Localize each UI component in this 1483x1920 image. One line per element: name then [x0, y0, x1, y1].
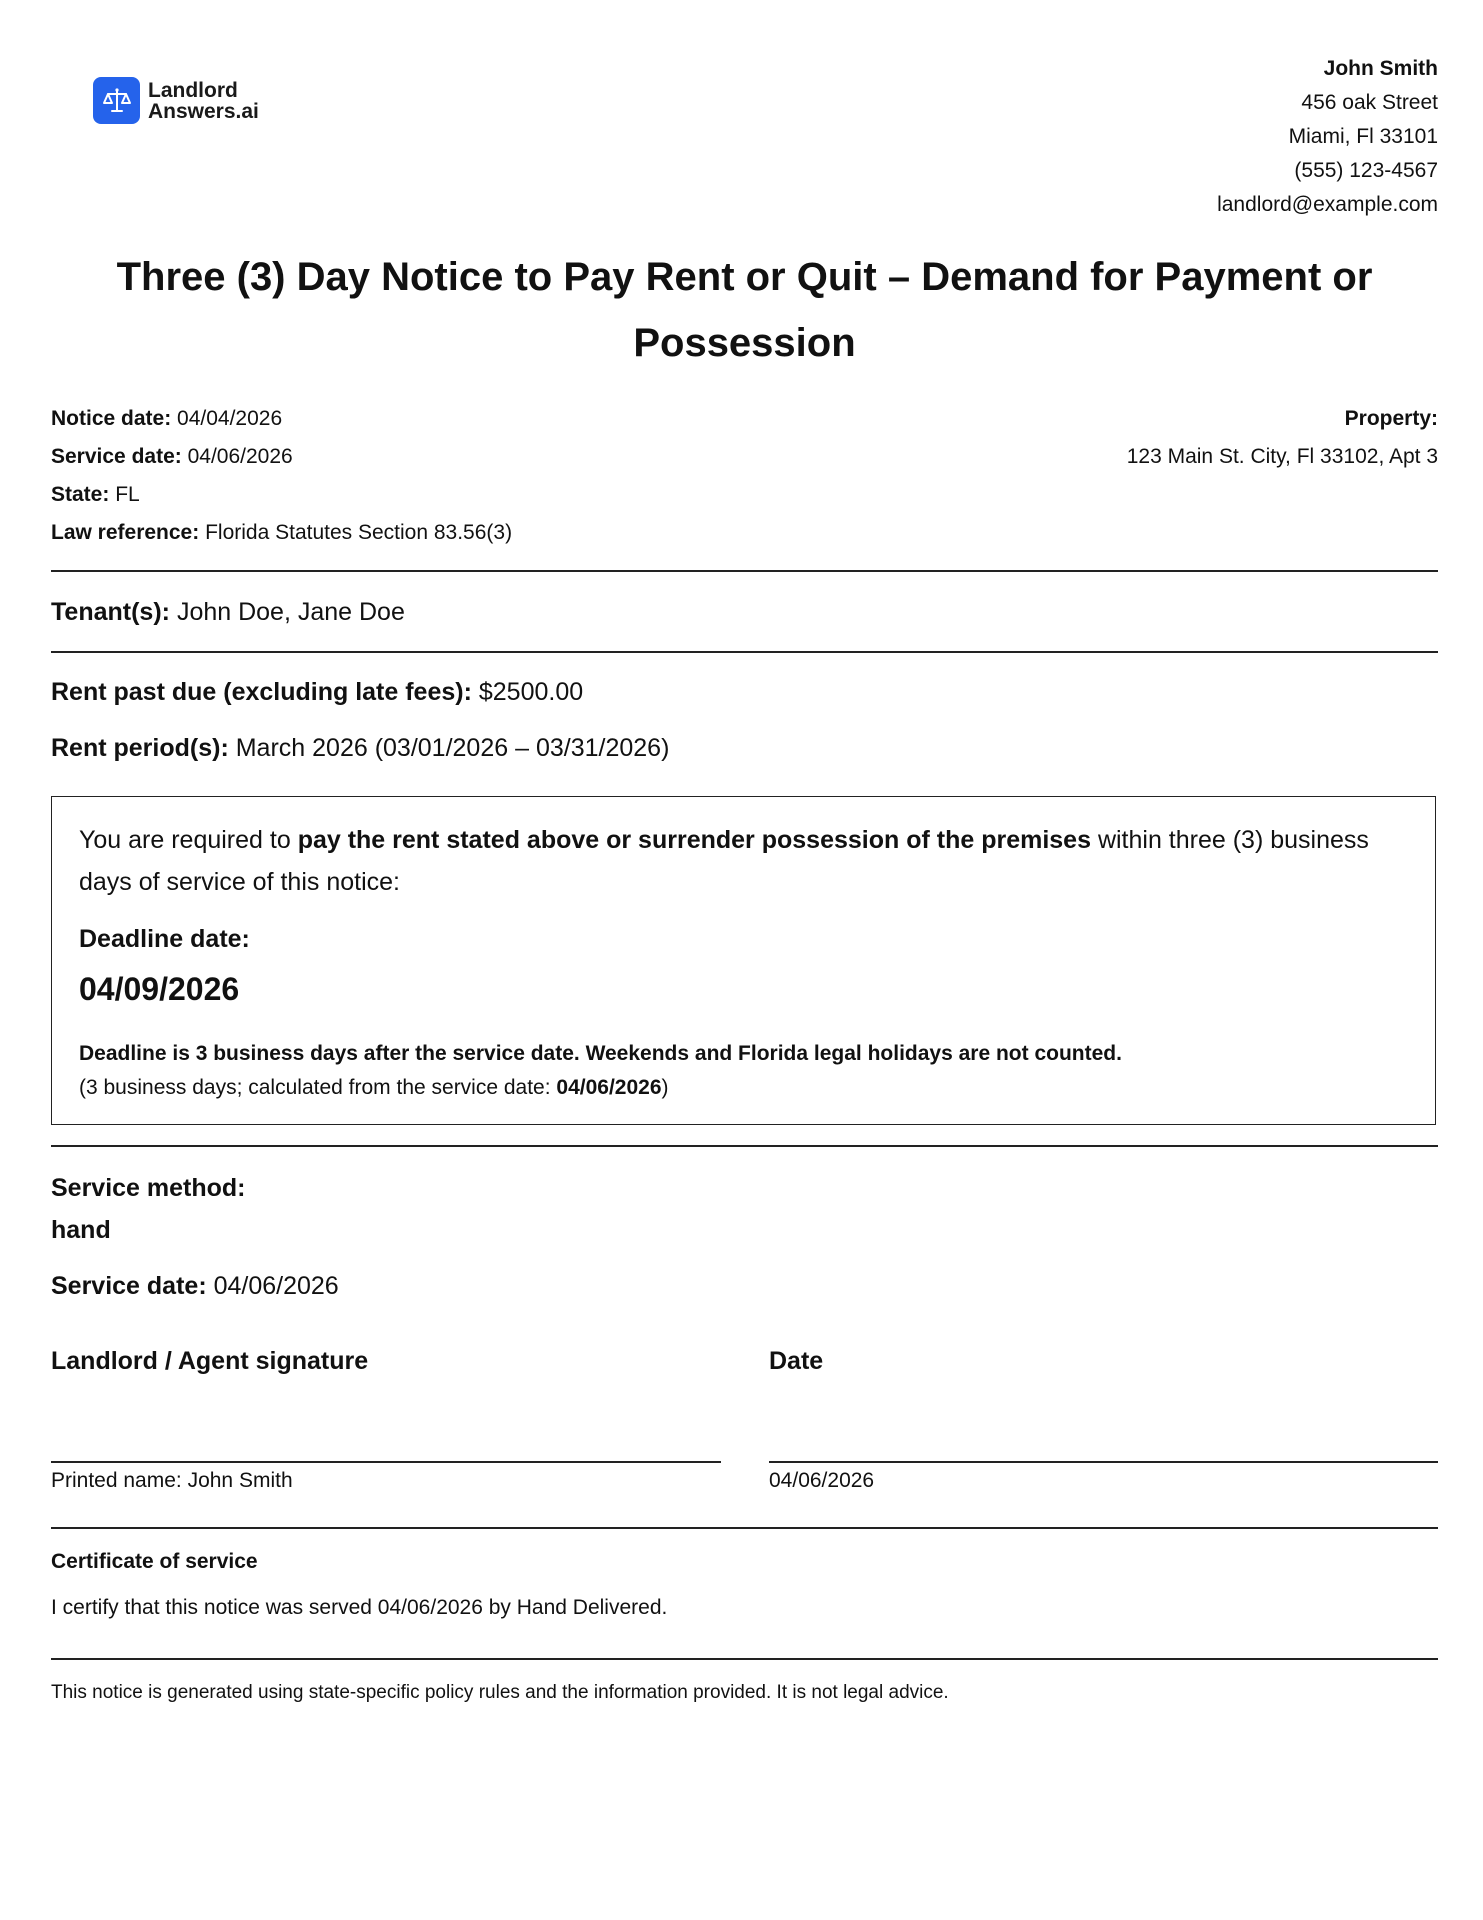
- deadline-rule: Deadline is 3 business days after the service date. Weekends and Florida legal holidays are not counted.: [79, 1042, 1122, 1065]
- calculation-date: 04/06/2026: [556, 1076, 662, 1099]
- divider: [51, 1658, 1438, 1660]
- deadline-label: Deadline date:: [79, 925, 250, 953]
- demand-statement: [79, 819, 1419, 903]
- rent-period-label: Rent period(s):: [51, 734, 229, 762]
- notice-document: [51, 0, 1438, 1920]
- demand-intro-end: within three (3) business days of service of this notice:: [79, 826, 1369, 896]
- notice-date-label: Notice date:: [51, 407, 172, 430]
- state-row: [51, 476, 512, 514]
- disclaimer: This notice is generated using state-specific policy rules and the information provided. It is not legal advice.: [51, 1682, 949, 1703]
- landlord-name: John Smith: [1323, 57, 1438, 80]
- brand-name-line2: Answers.ai: [148, 99, 259, 123]
- landlord-phone: (555) 123-4567: [1294, 159, 1438, 182]
- landlord-city: Miami, Fl 33101: [1288, 125, 1438, 148]
- property-label: Property:: [1344, 407, 1438, 430]
- service-date-label-lower: Service date:: [51, 1272, 207, 1300]
- date-label: Date: [769, 1347, 824, 1375]
- tenants-value: John Doe, Jane Doe: [176, 598, 405, 626]
- service-date-value-lower: 04/06/2026: [213, 1272, 339, 1300]
- date-line: [769, 1461, 1438, 1463]
- landlord-contact: [1217, 52, 1438, 222]
- page-title: Three (3) Day Notice to Pay Rent or Quit – Demand for Payment or Possession: [116, 255, 1373, 365]
- deadline-calculation: [79, 1074, 669, 1102]
- landlord-street: 456 oak Street: [1301, 91, 1438, 114]
- notice-date-row: [51, 400, 512, 438]
- demand-emphasis: pay the rent stated above or surrender possession of the premises: [297, 826, 1091, 854]
- law-reference-row: [51, 514, 512, 552]
- scales-icon: [93, 77, 140, 124]
- tenants-row: [51, 596, 405, 628]
- signature-label: Landlord / Agent signature: [51, 1347, 369, 1375]
- divider: [51, 1145, 1438, 1147]
- divider: [51, 570, 1438, 572]
- property-block: [1127, 400, 1438, 476]
- service-date-row: [51, 438, 512, 476]
- printed-name: Printed name: John Smith: [51, 1469, 293, 1492]
- rent-period-row: [51, 732, 669, 764]
- rent-past-due-value: $2500.00: [478, 678, 584, 706]
- notice-meta: [51, 400, 512, 552]
- state-label: State:: [51, 483, 110, 506]
- rent-period-value: March 2026 (03/01/2026 – 03/31/2026): [235, 734, 670, 762]
- service-method-label: Service method:: [51, 1174, 246, 1202]
- service-method-value: hand: [51, 1216, 111, 1244]
- landlord-email: landlord@example.com: [1217, 193, 1438, 216]
- demand-box: [51, 796, 1436, 1125]
- certificate-text: I certify that this notice was served 04/06/2026 by Hand Delivered.: [51, 1596, 668, 1619]
- deadline-date: 04/09/2026: [79, 971, 240, 1007]
- signature-date-value: 04/06/2026: [769, 1469, 875, 1492]
- tenants-label: Tenant(s):: [51, 598, 170, 626]
- law-reference-value: Florida Statutes Section 83.56(3): [205, 521, 513, 544]
- property-value: 123 Main St. City, Fl 33102, Apt 3: [1126, 445, 1438, 468]
- demand-intro: You are required to: [79, 826, 298, 854]
- calculation-text: (3 business days; calculated from the service date:: [79, 1076, 557, 1099]
- signature-line: [51, 1461, 721, 1463]
- service-date-value: 04/06/2026: [187, 445, 293, 468]
- law-reference-label: Law reference:: [51, 521, 200, 544]
- divider: [51, 1527, 1438, 1529]
- service-date-row-lower: [51, 1270, 339, 1302]
- brand-name: [148, 80, 259, 122]
- calculation-close: ): [661, 1076, 669, 1099]
- state-value: FL: [115, 483, 140, 506]
- notice-date-value: 04/04/2026: [177, 407, 283, 430]
- certificate-heading: Certificate of service: [51, 1550, 258, 1573]
- brand-name-line1: Landlord: [148, 78, 238, 102]
- service-date-label: Service date:: [51, 445, 182, 468]
- rent-past-due-label: Rent past due (excluding late fees):: [51, 678, 472, 706]
- rent-past-due-row: [51, 676, 583, 708]
- divider: [51, 651, 1438, 653]
- brand-logo: [93, 77, 259, 124]
